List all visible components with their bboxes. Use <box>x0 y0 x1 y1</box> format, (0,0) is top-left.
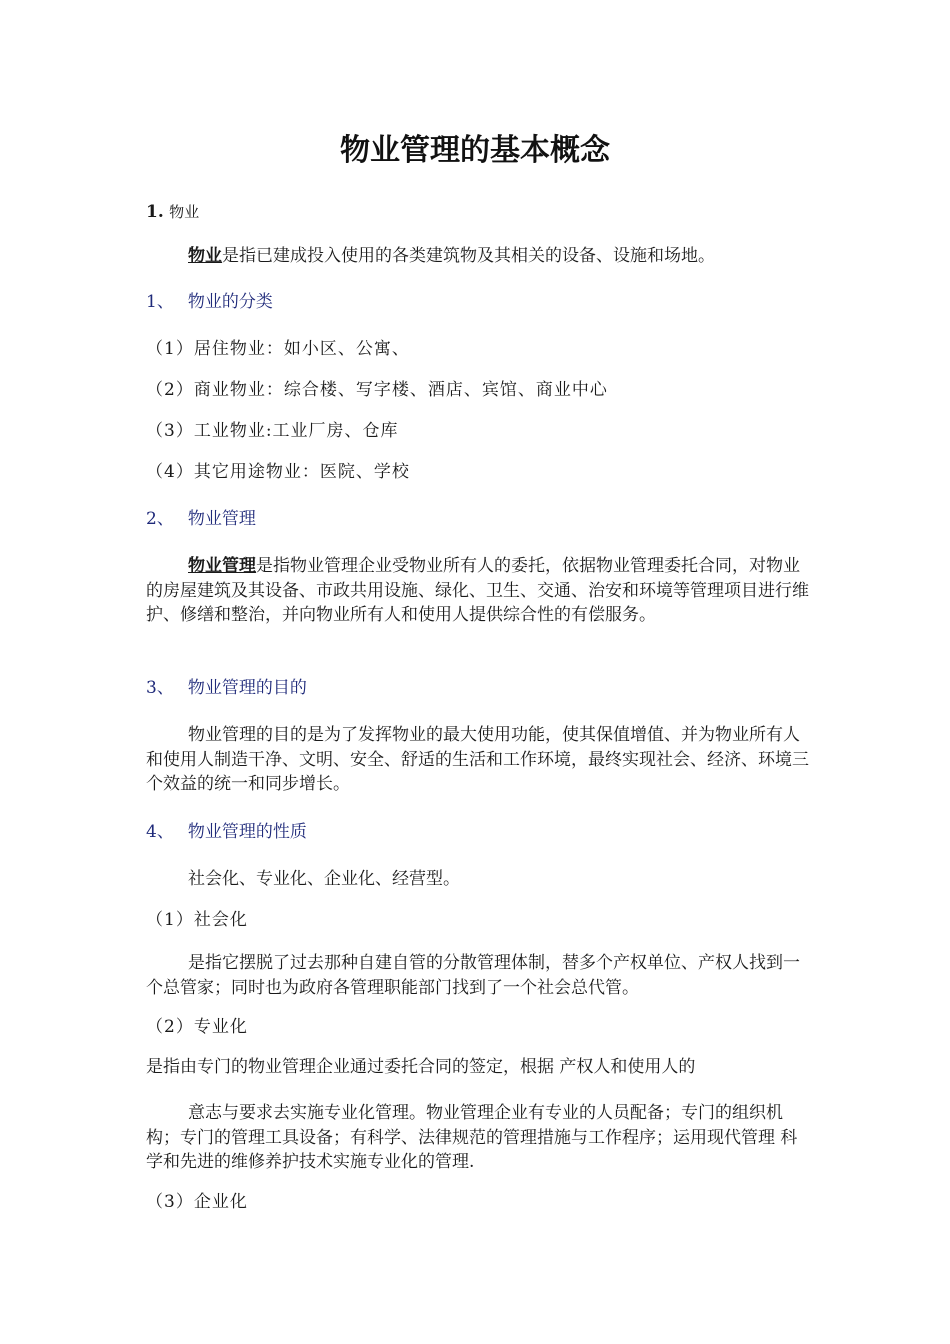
nature-item-specialization <box>146 1017 248 1037</box>
category-item <box>146 421 399 441</box>
term-property-management: 物业管理 <box>188 556 256 576</box>
nature-item-corporatization <box>146 1192 248 1212</box>
category-item <box>146 339 410 359</box>
heading-management <box>146 509 256 529</box>
definition-text: 是指物业管理企业受物业所有人的委托，依据物业管理委托合同，对物业的房屋建筑及其设备、市政共用设施、绿化、卫生、交通、治安和环境等管理项目进行维护、修缮和整治，并向物业所有人和使用人提供综合性的有偿服务。 <box>146 556 809 625</box>
heading-number: 2、 <box>146 509 174 529</box>
item-text: 专业化 <box>193 1017 248 1037</box>
section-1-label <box>146 202 199 222</box>
property-definition <box>146 244 810 269</box>
definition-text: 是指已建成投入使用的各类建筑物及其相关的设备、设施和场地。 <box>222 246 715 266</box>
heading-text: 物业的分类 <box>187 292 273 312</box>
heading-number: 1、 <box>146 292 174 312</box>
item-number: （2） <box>146 380 194 400</box>
heading-text: 物业管理的性质 <box>187 822 307 842</box>
socialization-paragraph: 是指它摆脱了过去那种自建自管的分散管理体制，替多个产权单位、产权人找到一个总管家；同时也为政府各管理职能部门找到了一个社会总代管。 <box>146 953 800 998</box>
nature-item-socialization <box>146 910 248 930</box>
item-text: 居住物业：如小区、公寓、 <box>193 339 410 359</box>
item-number: （1） <box>146 910 194 930</box>
specialization-paragraph-b: 意志与要求去实施专业化管理。物业管理企业有专业的人员配备；专门的组织机构；专门的管理工具设备；有科学、法律规范的管理措施与工作程序；运用现代管理 科学和先进的维修养护技术实施专业化的管理. <box>146 1103 798 1172</box>
item-text: 企业化 <box>193 1192 248 1212</box>
item-number: （3） <box>146 421 194 441</box>
item-number: （3） <box>146 1192 194 1212</box>
heading-nature <box>146 822 307 842</box>
heading-number: 4、 <box>146 822 174 842</box>
heading-classification <box>146 292 273 312</box>
item-text: 其它用途物业：医院、学校 <box>193 462 410 482</box>
item-text: 工业物业:工业厂房、仓库 <box>193 421 399 441</box>
section-number: 1. <box>146 202 164 222</box>
page-title: 物业管理的基本概念 <box>340 133 610 168</box>
nature-list: 社会化、专业化、企业化、经营型。 <box>188 869 460 889</box>
category-item <box>146 380 608 400</box>
section-label: 物业 <box>169 203 200 221</box>
purpose-paragraph: 物业管理的目的是为了发挥物业的最大使用功能，使其保值增值、并为物业所有人和使用人制造干净、文明、安全、舒适的生活和工作环境，最终实现社会、经济、环境三个效益的统一和同步增长。 <box>146 725 809 794</box>
heading-text: 物业管理 <box>187 509 256 529</box>
management-definition <box>146 554 810 628</box>
term-property: 物业 <box>188 246 222 266</box>
specialization-paragraph-a: 是指由专门的物业管理企业通过委托合同的签定，根据 产权人和使用人的 <box>146 1057 696 1077</box>
heading-number: 3、 <box>146 678 174 698</box>
item-number: （2） <box>146 1017 194 1037</box>
item-number: （1） <box>146 339 194 359</box>
item-text: 商业物业：综合楼、写字楼、酒店、宾馆、商业中心 <box>193 380 608 400</box>
heading-purpose <box>146 678 307 698</box>
category-item <box>146 462 410 482</box>
item-number: （4） <box>146 462 194 482</box>
heading-text: 物业管理的目的 <box>187 678 307 698</box>
item-text: 社会化 <box>193 910 248 930</box>
